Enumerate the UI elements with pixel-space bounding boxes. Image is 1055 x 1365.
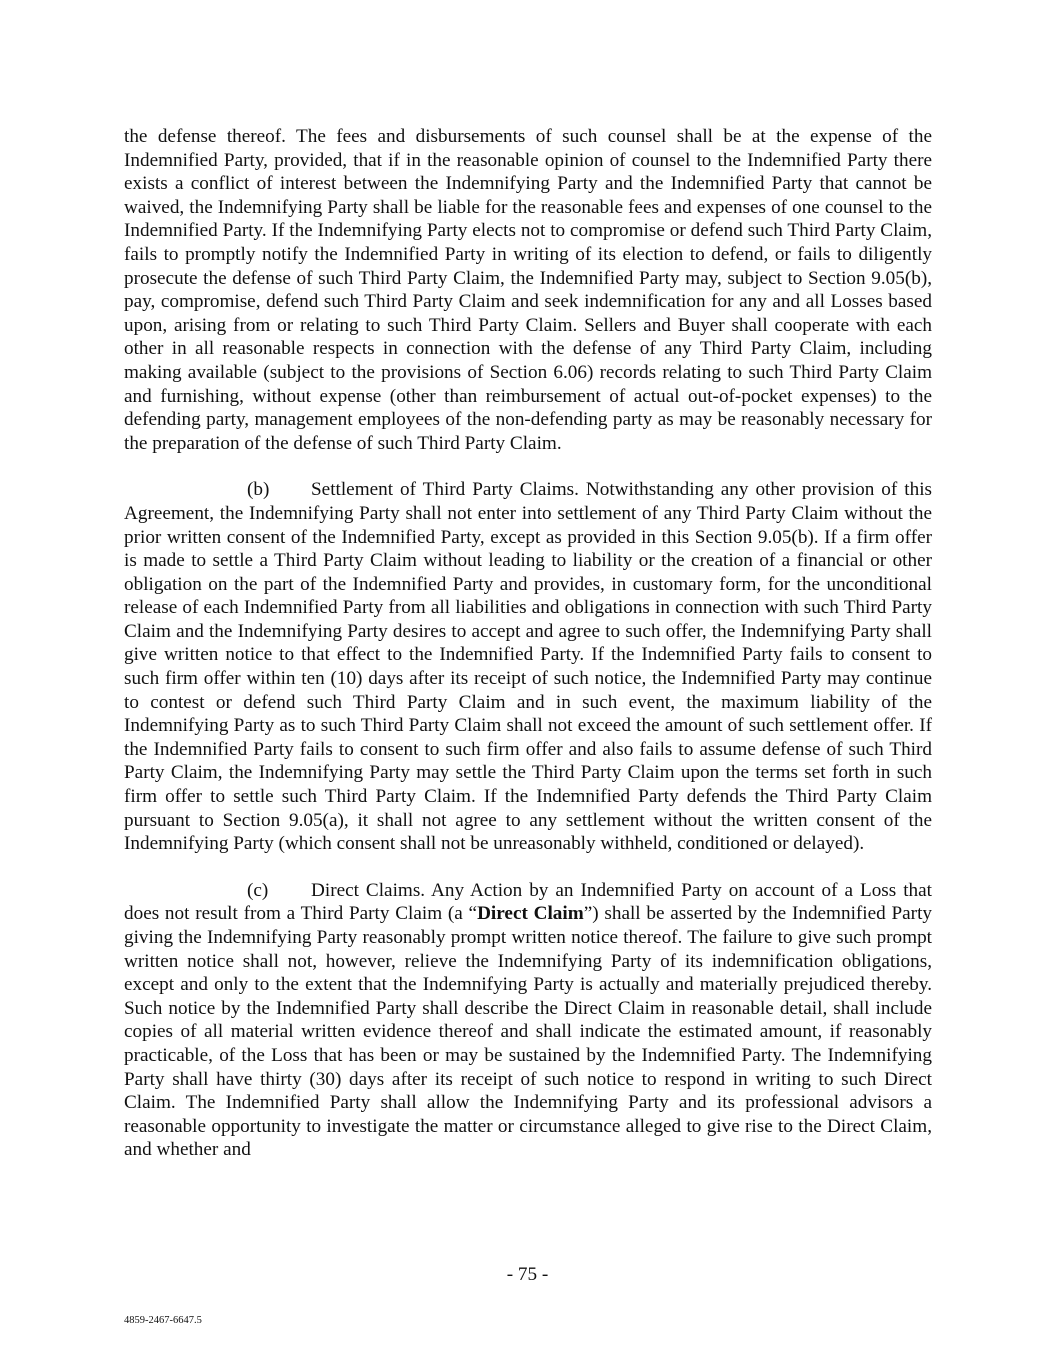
- paragraph-direct-claims: [124, 879, 932, 1162]
- paragraph-text-after: ”) shall be asserted by the Indemnified Party giving the Indemnifying Party reasonably prompt written notice thereof. The failure to give such prompt written notice shall not, however, relieve the Indemnifying Party of its indemnification obligations, except and only to the extent that the Indemnifying Party is actually and materially prejudiced thereby. Such notice by the Indemnified Party shall describe the Direct Claim in reasonable detail, shall include copies of all material written evidence thereof and shall indicate the estimated amount, if reasonably practicable, of the Loss that has been or may be sustained by the Indemnified Party. The Indemnifying Party shall have thirty (30) days after its receipt of such notice to respond in writing to such Direct Claim. The Indemnified Party shall allow the Indemnifying Party and its professional advisors a reasonable opportunity to investigate the matter or circumstance alleged to give rise to the Direct Claim, and whether and: [124, 903, 932, 1161]
- document-id: 4859-2467-6647.5: [124, 1315, 202, 1326]
- section-label: (b): [247, 479, 270, 501]
- paragraph-defense-continuation: [124, 125, 932, 455]
- paragraph-text: Settlement of Third Party Claims. Notwithstanding any other provision of this Agreement, the Indemnifying Party shall not enter into settlement of any Third Party Claim without the prior written consent of the Indemnified Party, except as provided in this Section 9.05(b). If a firm offer is made to settle a Third Party Claim without leading to liability or the creation of a financial or other obligation on the part of the Indemnified Party and provides, in customary form, for the unconditional release of each Indemnified Party from all liabilities and obligations in connection with such Third Party Claim and the Indemnifying Party desires to accept and agree to such offer, the Indemnifying Party shall give written notice to that effect to the Indemnified Party. If the Indemnified Party fails to consent to such firm offer within ten (10) days after its receipt of such notice, the Indemnified Party may continue to contest or defend such Third Party Claim and in such event, the maximum liability of the Indemnifying Party as to such Third Party Claim shall not exceed the amount of such settlement offer. If the Indemnified Party fails to consent to such firm offer and also fails to assume defense of such Third Party Claim, the Indemnifying Party may settle the Third Party Claim upon the terms set forth in such firm offer to settle such Third Party Claim. If the Indemnified Party defends the Third Party Claim pursuant to Section 9.05(a), it shall not agree to any settlement without the written consent of the Indemnifying Party (which consent shall not be unreasonably withheld, conditioned or delayed).: [124, 479, 932, 855]
- paragraph-text-before: Direct Claims. Any Action by an Indemnified Party on account of a Loss that does not result from a Third Party Claim (a “: [124, 879, 932, 925]
- paragraph-settlement-of-third-party-claims: [124, 478, 932, 856]
- section-label: (c): [247, 879, 269, 901]
- page-number: - 75 -: [506, 1264, 549, 1285]
- document-body: [124, 125, 932, 1185]
- defined-term: Direct Claim: [477, 903, 584, 925]
- paragraph-text: the defense thereof. The fees and disbursements of such counsel shall be at the expense of the Indemnified Party, provided, that if in the reasonable opinion of counsel to the Indemnified Party there exists a conflict of interest between the Indemnifying Party and the Indemnified Party that cannot be waived, the Indemnifying Party shall be liable for the reasonable fees and expenses of one counsel to the Indemnified Party. If the Indemnifying Party elects not to compromise or defend such Third Party Claim, fails to promptly notify the Indemnified Party in writing of its election to defend, or fails to diligently prosecute the defense of such Third Party Claim, the Indemnified Party may, subject to Section 9.05(b), pay, compromise, defend such Third Party Claim and seek indemnification for any and all Losses based upon, arising from or relating to such Third Party Claim. Sellers and Buyer shall cooperate with each other in all reasonable respects in connection with the defense of any Third Party Claim, including making available (subject to the provisions of Section 6.06) records relating to such Third Party Claim and furnishing, without expense (other than reimbursement of actual out-of-pocket expenses) to the defending party, management employees of the non-defending party as may be reasonably necessary for the preparation of the defense of such Third Party Claim.: [124, 126, 932, 454]
